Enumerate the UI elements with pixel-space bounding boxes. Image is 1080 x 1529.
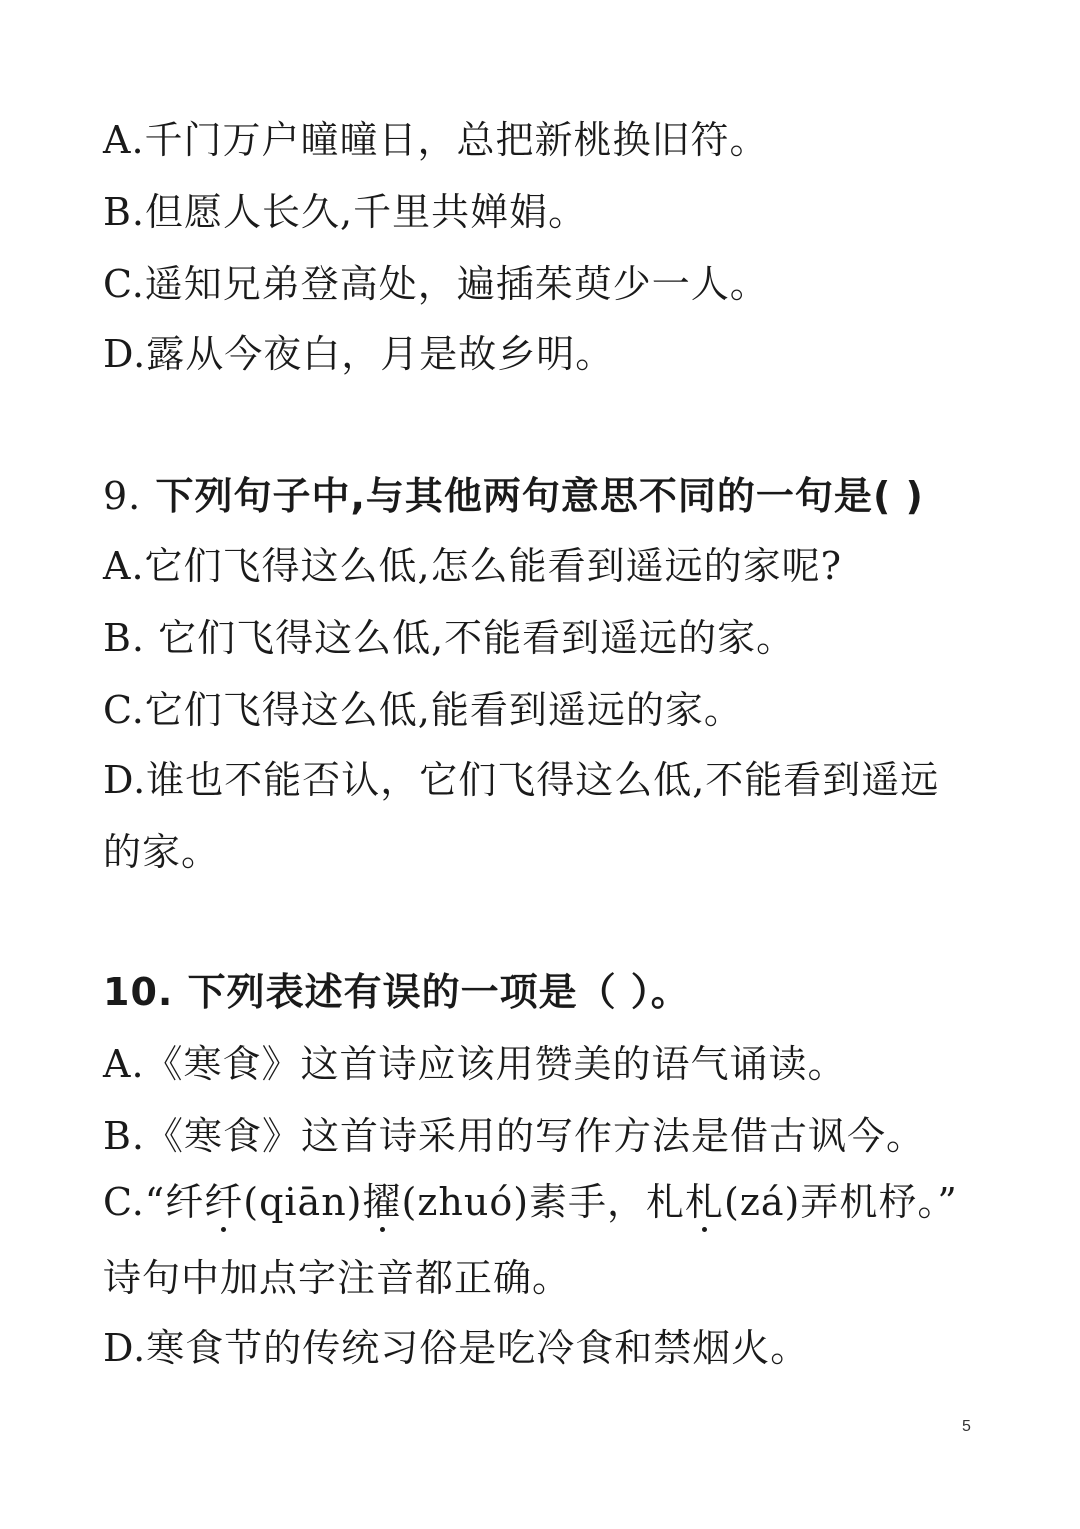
q10-option-d: D.寒食节的传统习俗是吃冷食和禁烟火。 [103, 1326, 810, 1370]
q8-option-d: D.露从今夜白，月是故乡明。 [103, 332, 615, 376]
q10-number: 10. [103, 970, 174, 1014]
q9-option-d-continued: 的家。 [103, 830, 221, 874]
q10-option-c-part4: (zá)弄机杼。” [724, 1180, 958, 1224]
q9-stem-line [103, 472, 924, 520]
q10-option-c [103, 1178, 958, 1226]
q10-option-c-part3: (zhuó)素手，札 [401, 1180, 686, 1224]
page-number: 5 [962, 1418, 971, 1435]
q8-option-a: A.千门万户曈曈日，总把新桃换旧符。 [103, 118, 769, 162]
q10-option-c-part1: C.“纤 [103, 1180, 205, 1224]
q9-option-c: C.它们飞得这么低,能看到遥远的家。 [103, 688, 743, 732]
dotted-char-xian: 纤 [204, 1180, 244, 1224]
q10-option-c-continued: 诗句中加点字注音都正确。 [103, 1256, 572, 1300]
q9-stem: 下列句子中,与其他两句意思不同的一句是( ) [155, 474, 924, 518]
q9-number: 9. [103, 474, 142, 518]
dotted-char-zhuo: 擢 [362, 1180, 402, 1224]
q10-option-c-part2: (qiān) [243, 1180, 363, 1224]
q9-option-d: D.谁也不能否认，它们飞得这么低,不能看到遥远 [103, 758, 940, 802]
dotted-char-zha: 札 [685, 1180, 725, 1224]
q8-option-b: B.但愿人长久,千里共婵娟。 [103, 190, 588, 234]
q9-option-a: A.它们飞得这么低,怎么能看到遥远的家呢? [103, 544, 842, 588]
q10-option-a: A.《寒食》这首诗应该用赞美的语气诵读。 [103, 1042, 847, 1086]
q9-option-b: B. 它们飞得这么低,不能看到遥远的家。 [103, 616, 796, 660]
q8-option-c: C.遥知兄弟登高处，遍插茱萸少一人。 [103, 262, 769, 306]
q10-stem: 下列表述有误的一项是（ ）。 [187, 970, 690, 1014]
q10-stem-line [103, 968, 690, 1016]
q10-option-b: B.《寒食》这首诗采用的写作方法是借古讽今。 [103, 1114, 926, 1158]
